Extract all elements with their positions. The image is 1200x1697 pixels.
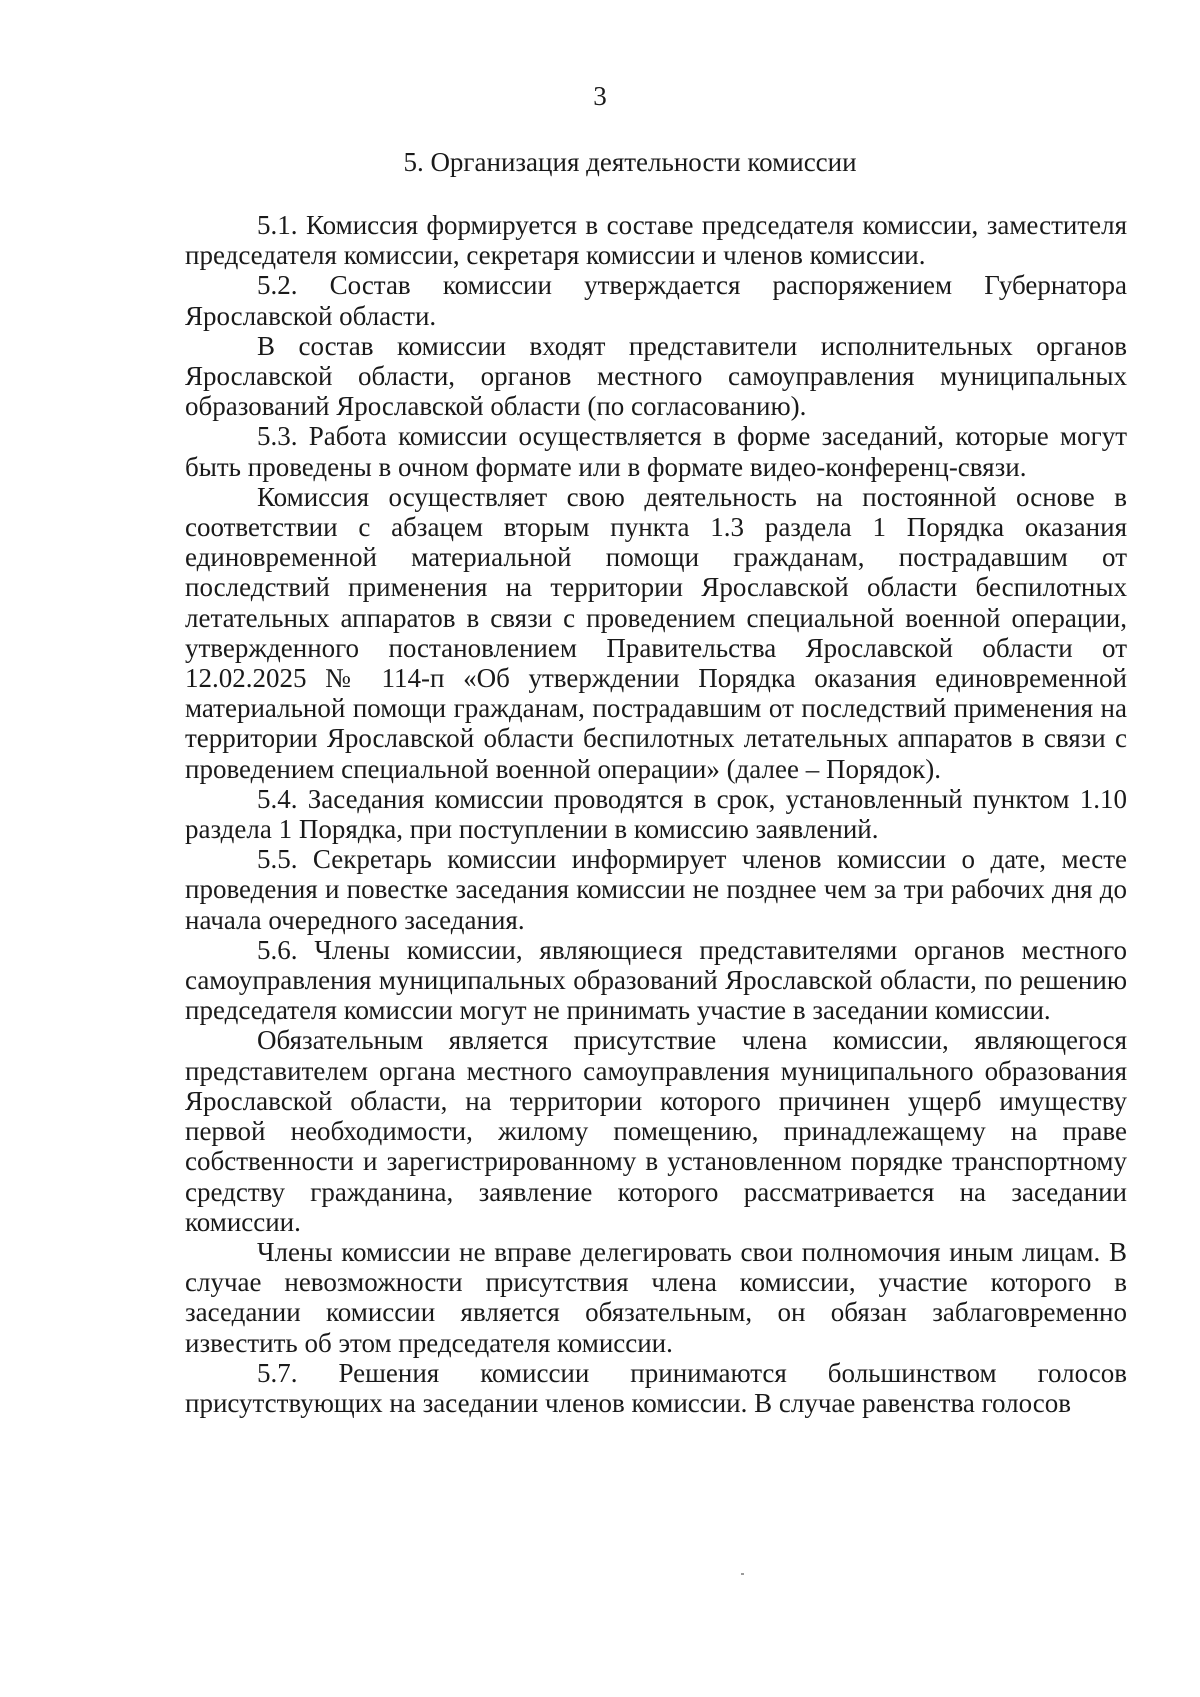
paragraph-5-7: 5.7. Решения комиссии принимаются большинством голосов присутствующих на заседании членов комиссии. В случае равенства голосов (185, 1357, 1127, 1418)
paragraph-5-6-mandatory: Обязательным является присутствие члена комиссии, являющегося представителем органа местного самоуправления муниципального образования Ярославской области, на территории которого причинен ущерб имуществу первой необходимости, жилому помещению, принадлежащему на праве собственности и зарегистрированному в установленном порядке транспортному средству гражданина, заявление которого рассматривается на заседании комиссии. (185, 1025, 1127, 1237)
paragraph-5-3: 5.3. Работа комиссии осуществляется в форме заседаний, которые могут быть проведены в очном формате или в формате видео-конференц-связи. (185, 421, 1127, 482)
section-title: 5. Организация деятельности комиссии (403, 147, 857, 177)
paragraph-5-6-delegation: Члены комиссии не вправе делегировать свои полномочия иным лицам. В случае невозможности присутствия члена комиссии, участие которого в заседании комиссии является обязательным, он обязан заблаговременно известить об этом председателя комиссии. (185, 1236, 1127, 1358)
paragraph-5-1: 5.1. Комиссия формируется в составе председателя комиссии, заместителя председателя комиссии, секретаря комиссии и членов комиссии. (185, 210, 1127, 271)
paragraph-5-6: 5.6. Члены комиссии, являющиеся представителями органов местного самоуправления муниципальных образований Ярославской области, по решению председателя комиссии могут не принимать участие в заседании комиссии. (185, 934, 1127, 1026)
paragraph-5-5: 5.5. Секретарь комиссии информирует членов комиссии о дате, месте проведения и повестке заседания комиссии не позднее чем за три рабочих дня до начала очередного заседания. (185, 844, 1127, 935)
scan-speck (741, 1573, 744, 1575)
page-number: 3 (593, 81, 607, 111)
paragraph-5-2: 5.2. Состав комиссии утверждается распоряжением Губернатора Ярославской области. (185, 270, 1127, 331)
paragraph-5-3-activity: Комиссия осуществляет свою деятельность на постоянной основе в соответствии с абзацем вторым пункта 1.3 раздела 1 Порядка оказания единовременной материальной помощи гражданам, пострадавшим от последствий применения на территории Ярославской области беспилотных летательных аппаратов в связи с проведением специальной военной операции, утвержденного постановлением Правительства Ярославской области от 12.02.2025 № 114-п «Об утверждении Порядка оказания единовременной материальной помощи гражданам, пострадавшим от последствий применения на территории Ярославской области беспилотных летательных аппаратов в связи с проведением специальной военной операции» (далее – Порядок). (185, 481, 1127, 784)
paragraph-5-2-composition: В состав комиссии входят представители исполнительных органов Ярославской области, органов местного самоуправления муниципальных образований Ярославской области (по согласованию). (185, 330, 1127, 422)
document-body (185, 210, 1127, 1418)
paragraph-5-4: 5.4. Заседания комиссии проводятся в срок, установленный пунктом 1.10 раздела 1 Порядка, при поступлении в комиссию заявлений. (185, 783, 1127, 845)
